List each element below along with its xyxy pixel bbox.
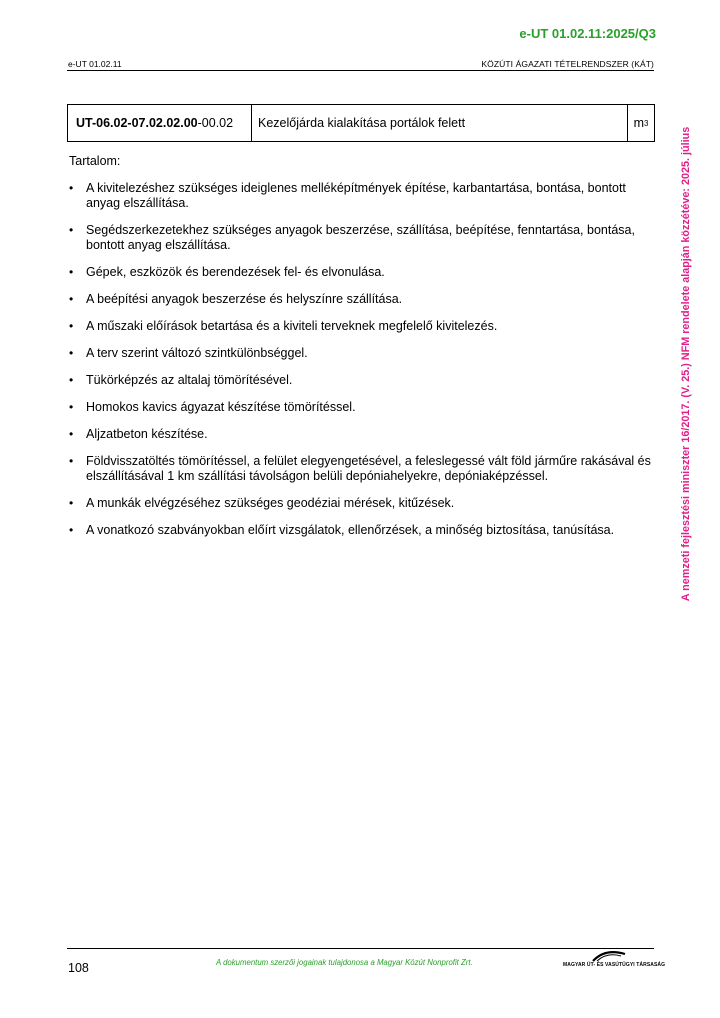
list-item: • A műszaki előírások betartása és a kiviteli terveknek megfelelő kivitelezés. xyxy=(68,319,658,334)
list-item: • Földvisszatöltés tömörítéssel, a felület elegyengetésével, a feleslegessé vált föld járműre rakásával és elszállításával 1 km szállítási távolságon belüli depóniahelyekre, depóniaképzéssel. xyxy=(68,454,658,484)
item-description: Kezelőjárda kialakítása portálok felett xyxy=(252,105,628,141)
header-divider xyxy=(67,70,654,71)
footer-divider xyxy=(67,948,654,949)
page-number: 108 xyxy=(68,961,89,975)
list-item: • A terv szerint változó szintkülönbséggel. xyxy=(68,346,658,361)
item-unit xyxy=(628,105,654,141)
header-left-code: e-UT 01.02.11 xyxy=(68,59,122,69)
copyright-note: A dokumentum szerzői jogainak tulajdonosa a Magyar Közút Nonprofit Zrt. xyxy=(216,958,473,967)
logo-text: MAGYAR ÚT- ÉS VASÚTÜGYI TÁRSASÁG xyxy=(563,962,666,968)
road-arc-icon xyxy=(591,950,627,962)
item-unit-exponent: 3 xyxy=(643,118,649,128)
item-code-bold: UT-06.02-07.02.02.00 xyxy=(76,116,198,130)
list-item: • A kivitelezéshez szükséges ideiglenes melléképítmények építése, karbantartása, bontása, bontott anyag elszállítása. xyxy=(68,181,658,211)
list-item: • Homokos kavics ágyazat készítése tömörítéssel. xyxy=(68,400,658,415)
item-code-cell xyxy=(68,105,252,141)
company-logo xyxy=(563,950,666,972)
list-item: • Segédszerkezetekhez szükséges anyagok beszerzése, szállítása, beépítése, fenntartása, bontása, bontott anyag elszállítása. xyxy=(68,223,658,253)
item-code-suffix: -00.02 xyxy=(197,116,234,130)
publication-side-note: A nemzeti fejlesztési miniszter 16/2017. (V. 25.) NFM rendelete alapján közzétéve: 2025. július xyxy=(680,126,692,602)
item-table xyxy=(67,104,655,142)
list-item: • A beépítési anyagok beszerzése és helyszínre szállítása. xyxy=(68,292,658,307)
item-unit-base: m xyxy=(633,116,644,130)
content-label: Tartalom: xyxy=(69,154,121,168)
document-code: e-UT 01.02.11:2025/Q3 xyxy=(519,26,656,41)
content-bullet-list xyxy=(68,181,658,550)
list-item: • Tükörképzés az altalaj tömörítésével. xyxy=(68,373,658,388)
list-item: • Gépek, eszközök és berendezések fel- és elvonulása. xyxy=(68,265,658,280)
list-item: • A munkák elvégzéséhez szükséges geodéziai mérések, kitűzések. xyxy=(68,496,658,511)
list-item: • A vonatkozó szabványokban előírt vizsgálatok, ellenőrzések, a minőség biztosítása, tanúsítása. xyxy=(68,523,658,538)
list-item: • Aljzatbeton készítése. xyxy=(68,427,658,442)
header-right-title: KÖZÚTI ÁGAZATI TÉTELRENDSZER (KÁT) xyxy=(481,59,654,69)
